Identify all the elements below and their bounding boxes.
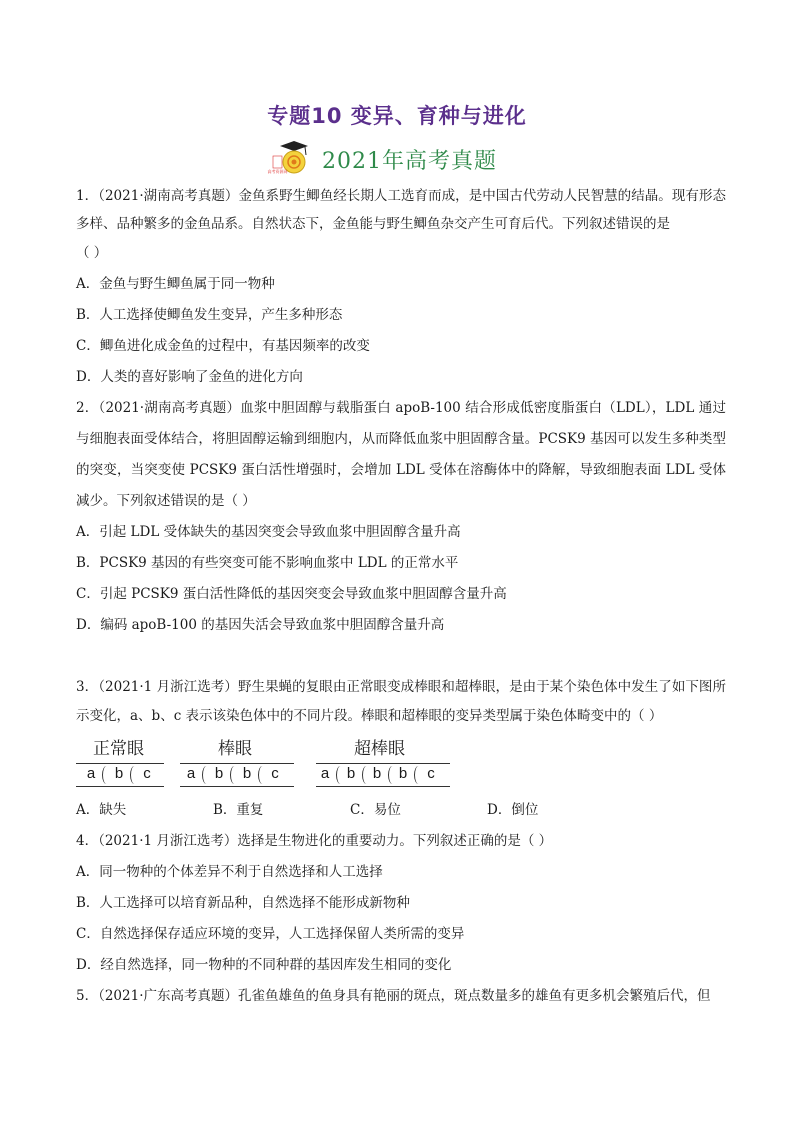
logo-text: 高考资源网	[267, 169, 288, 174]
question-5	[76, 981, 726, 1012]
option-c: C．自然选择保存适应环境的变异，人工选择保留人类所需的变异	[76, 926, 465, 942]
question-stem: 1．（2021·湖南高考真题）金鱼系野生鲫鱼经长期人工选育而成，是中国古代劳动人民智慧的结晶。现有形态多样、品种繁多的金鱼品系。自然状态下，金鱼能与野生鲫鱼杂交产生可育后代。下列叙述错误的是	[76, 188, 726, 232]
segment-b: b	[398, 765, 408, 782]
option-c: C．引起 PCSK9 蛋白活性降低的基因突变会导致血浆中胆固醇含量升高	[76, 586, 507, 602]
question-list	[76, 182, 726, 1012]
chromosome-bar	[180, 763, 294, 787]
segment-b: b	[242, 765, 252, 782]
option-a: A．同一物种的个体差异不利于自然选择和人工选择	[76, 864, 383, 880]
option-a: A．引起 LDL 受体缺失的基因突变会导致血浆中胆固醇含量升高	[76, 524, 461, 540]
option-d: D．编码 apoB-100 的基因失活会导致血浆中胆固醇含量升高	[76, 617, 445, 633]
chromosome-superbar	[316, 763, 450, 787]
section-subtitle: 2021年高考真题	[322, 149, 497, 174]
question-3	[76, 673, 726, 826]
option-b: B．人工选择使鲫鱼发生变异，产生多种形态	[76, 307, 343, 323]
segment-b: b	[214, 765, 224, 782]
segment-a: a	[86, 765, 96, 782]
option-b: B．PCSK9 基因的有些突变可能不影响血浆中 LDL 的正常水平	[76, 555, 459, 571]
question-1	[76, 182, 726, 393]
section-header	[267, 138, 532, 178]
graduate-mascot-logo-icon	[267, 138, 314, 178]
segment-b: b	[114, 765, 124, 782]
segment-c: c	[427, 765, 435, 782]
label-bar-eye: 棒眼	[218, 739, 252, 758]
question-stem: 5．（2021·广东高考真题）孔雀鱼雄鱼的鱼身具有艳丽的斑点，斑点数量多的雄鱼有更多机会繁殖后代，但	[76, 988, 711, 1004]
question-4	[76, 826, 726, 981]
option-c: C．易位	[350, 802, 401, 818]
label-normal-eye: 正常眼	[93, 739, 144, 758]
question-stem: 3．（2021·1 月浙江选考）野生果蝇的复眼由正常眼变成棒眼和超棒眼，是由于某个染色体中发生了如下图所示变化，a、b、c 表示该染色体中的不同片段。棒眼和超棒眼的变异类型属于染色体畸变中的（ ）	[76, 679, 726, 724]
answer-blank: （ ）	[76, 245, 108, 261]
option-a: A．缺失	[76, 802, 127, 818]
segment-c: c	[143, 765, 151, 782]
option-b: B．人工选择可以培育新品种，自然选择不能形成新物种	[76, 895, 410, 911]
option-b: B．重复	[213, 802, 264, 818]
page-title: 专题10 变异、育种与进化	[267, 104, 527, 128]
question-stem: 4．（2021·1 月浙江选考）选择是生物进化的重要动力。下列叙述正确的是（ ）	[76, 833, 553, 849]
option-d: D．经自然选择，同一物种的不同种群的基因库发生相同的变化	[76, 957, 452, 973]
label-superbar-eye: 超棒眼	[354, 739, 405, 758]
segment-a: a	[186, 765, 196, 782]
options-row	[76, 795, 726, 826]
segment-c: c	[271, 765, 279, 782]
question-stem: 2．（2021·湖南高考真题）血浆中胆固醇与载脂蛋白 apoB-100 结合形成低密度脂蛋白（LDL），LDL 通过与细胞表面受体结合，将胆固醇运输到细胞内，从而降低血浆中胆固醇含量。PCSK9 基因可以发生多种类型的突变，当突变使 PCSK9 蛋白活性增强时，会增加 LDL 受体在溶酶体中的降解，导致细胞表面 LDL 受体减少。下列叙述错误的是（ ）	[76, 400, 726, 509]
option-d: D．倒位	[487, 802, 539, 818]
option-c: C．鲫鱼进化成金鱼的过程中，有基因频率的改变	[76, 338, 370, 354]
option-a: A．金鱼与野生鲫鱼属于同一物种	[76, 276, 275, 292]
segment-b: b	[372, 765, 382, 782]
question-2	[76, 393, 726, 641]
chromosome-diagram	[76, 737, 726, 791]
segment-a: a	[320, 765, 330, 782]
segment-b: b	[346, 765, 356, 782]
option-d: D．人类的喜好影响了金鱼的进化方向	[76, 369, 303, 385]
chromosome-normal	[76, 763, 164, 787]
